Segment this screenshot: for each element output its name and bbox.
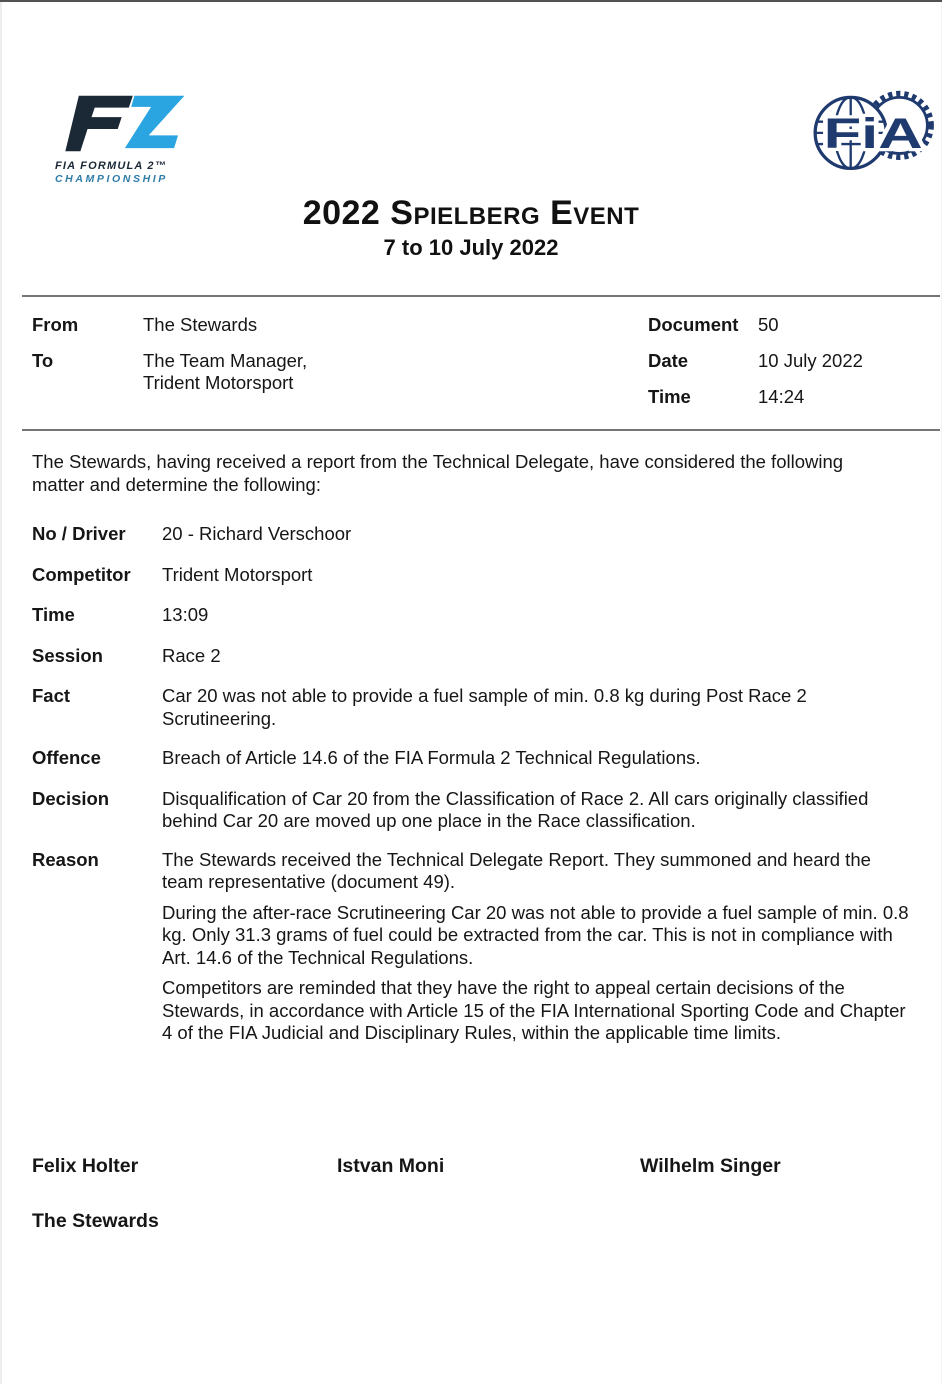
date-value: 10 July 2022 — [758, 350, 863, 371]
event-dates: 7 to 10 July 2022 — [383, 235, 559, 260]
f2-logo-icon — [55, 94, 186, 153]
horizontal-rule-bottom — [22, 429, 940, 431]
session-value: Race 2 — [162, 644, 221, 666]
no-driver-value: 20 - Richard Verschoor — [162, 523, 352, 544]
time-row — [648, 386, 863, 408]
f2-wordmark-line1: FIA FORMULA 2™ — [55, 160, 167, 172]
f2-championship-logo — [55, 94, 195, 185]
fia-globe-gear-icon — [813, 88, 937, 174]
session-label: Session — [32, 644, 103, 666]
intro-paragraph: The Stewards, having received a report from the Technical Delegate, have considered the following matter and determine the following: — [32, 451, 844, 495]
decision-value: Disqualification of Car 20 from the Classification of Race 2. All cars originally classified behind Car 20 are moved up one place in the Race classification. — [162, 787, 869, 831]
field-row-session — [32, 645, 907, 668]
decision-label: Decision — [32, 787, 110, 809]
time-label: Time — [648, 386, 691, 407]
field-row-decision — [32, 788, 907, 833]
from-label: From — [32, 314, 79, 335]
competitor-label: Competitor — [32, 563, 131, 585]
fia-logo-text: FiA — [823, 109, 923, 158]
fia-logo — [813, 88, 937, 179]
title-block — [0, 194, 942, 261]
field-row-time — [32, 604, 907, 627]
from-row — [32, 314, 307, 336]
signature-name-3: Wilhelm Singer — [640, 1155, 781, 1177]
reason-paragraph-3: Competitors are reminded that they have the right to appeal certain decisions of the Stewards, in accordance with Article 15 of the FIA International Sporting Code and Chapter 4 of the FIA Judicial and Disciplinary Rules, within the applicable time limits. — [162, 977, 906, 1043]
fact-label: Fact — [32, 685, 71, 706]
reason-label: Reason — [32, 848, 99, 870]
signature-name-2: Istvan Moni — [337, 1155, 445, 1177]
signature-role: The Stewards — [32, 1210, 159, 1232]
reason-paragraph-1: The Stewards received the Technical Delegate Report. They summoned and heard the team representative (document 49). — [162, 848, 871, 892]
document-label: Document — [648, 314, 739, 335]
reason-value — [162, 849, 917, 1045]
field-row-competitor — [32, 564, 907, 587]
signatures-row — [32, 1155, 781, 1178]
date-row — [648, 350, 863, 372]
horizontal-rule-top — [22, 295, 940, 297]
header-doc-meta — [648, 314, 863, 422]
field-row-offence — [32, 747, 907, 770]
offence-value: Breach of Article 14.6 of the FIA Formula 2 Technical Regulations. — [162, 747, 701, 768]
time-field-value: 13:09 — [162, 604, 209, 625]
from-value: The Stewards — [143, 314, 258, 335]
time-value: 14:24 — [758, 386, 805, 407]
to-value-line1: The Team Manager, — [143, 350, 308, 371]
field-row-reason — [32, 849, 907, 1045]
fact-value: Car 20 was not able to provide a fuel sample of min. 0.8 kg during Post Race 2 Scrutineering. — [162, 685, 807, 729]
date-label: Date — [648, 350, 689, 371]
decision-fields — [32, 523, 907, 1045]
field-row-fact — [32, 685, 907, 730]
time-field-label: Time — [32, 604, 75, 625]
to-value-line2: Trident Motorsport — [143, 372, 294, 393]
to-row — [32, 350, 307, 394]
no-driver-label: No / Driver — [32, 523, 126, 544]
signature-name-1: Felix Holter — [32, 1155, 139, 1177]
event-title: 2022 Spielberg Event — [302, 194, 640, 232]
field-row-no-driver — [32, 523, 907, 546]
to-value — [143, 350, 307, 394]
header-from-to — [32, 314, 307, 408]
to-label: To — [32, 350, 54, 371]
document-row — [648, 314, 863, 336]
document-value: 50 — [758, 314, 779, 335]
f2-wordmark-line2: CHAMPIONSHIP — [55, 173, 168, 185]
competitor-value: Trident Motorsport — [162, 563, 313, 585]
reason-paragraph-2: During the after-race Scrutineering Car 20 was not able to provide a fuel sample of min. 0.8 kg. Only 31.3 grams of fuel could be extracted from the car. This is not in compliance with Art. 14.6 of the Technical Regulations. — [162, 901, 909, 968]
offence-label: Offence — [32, 747, 101, 768]
